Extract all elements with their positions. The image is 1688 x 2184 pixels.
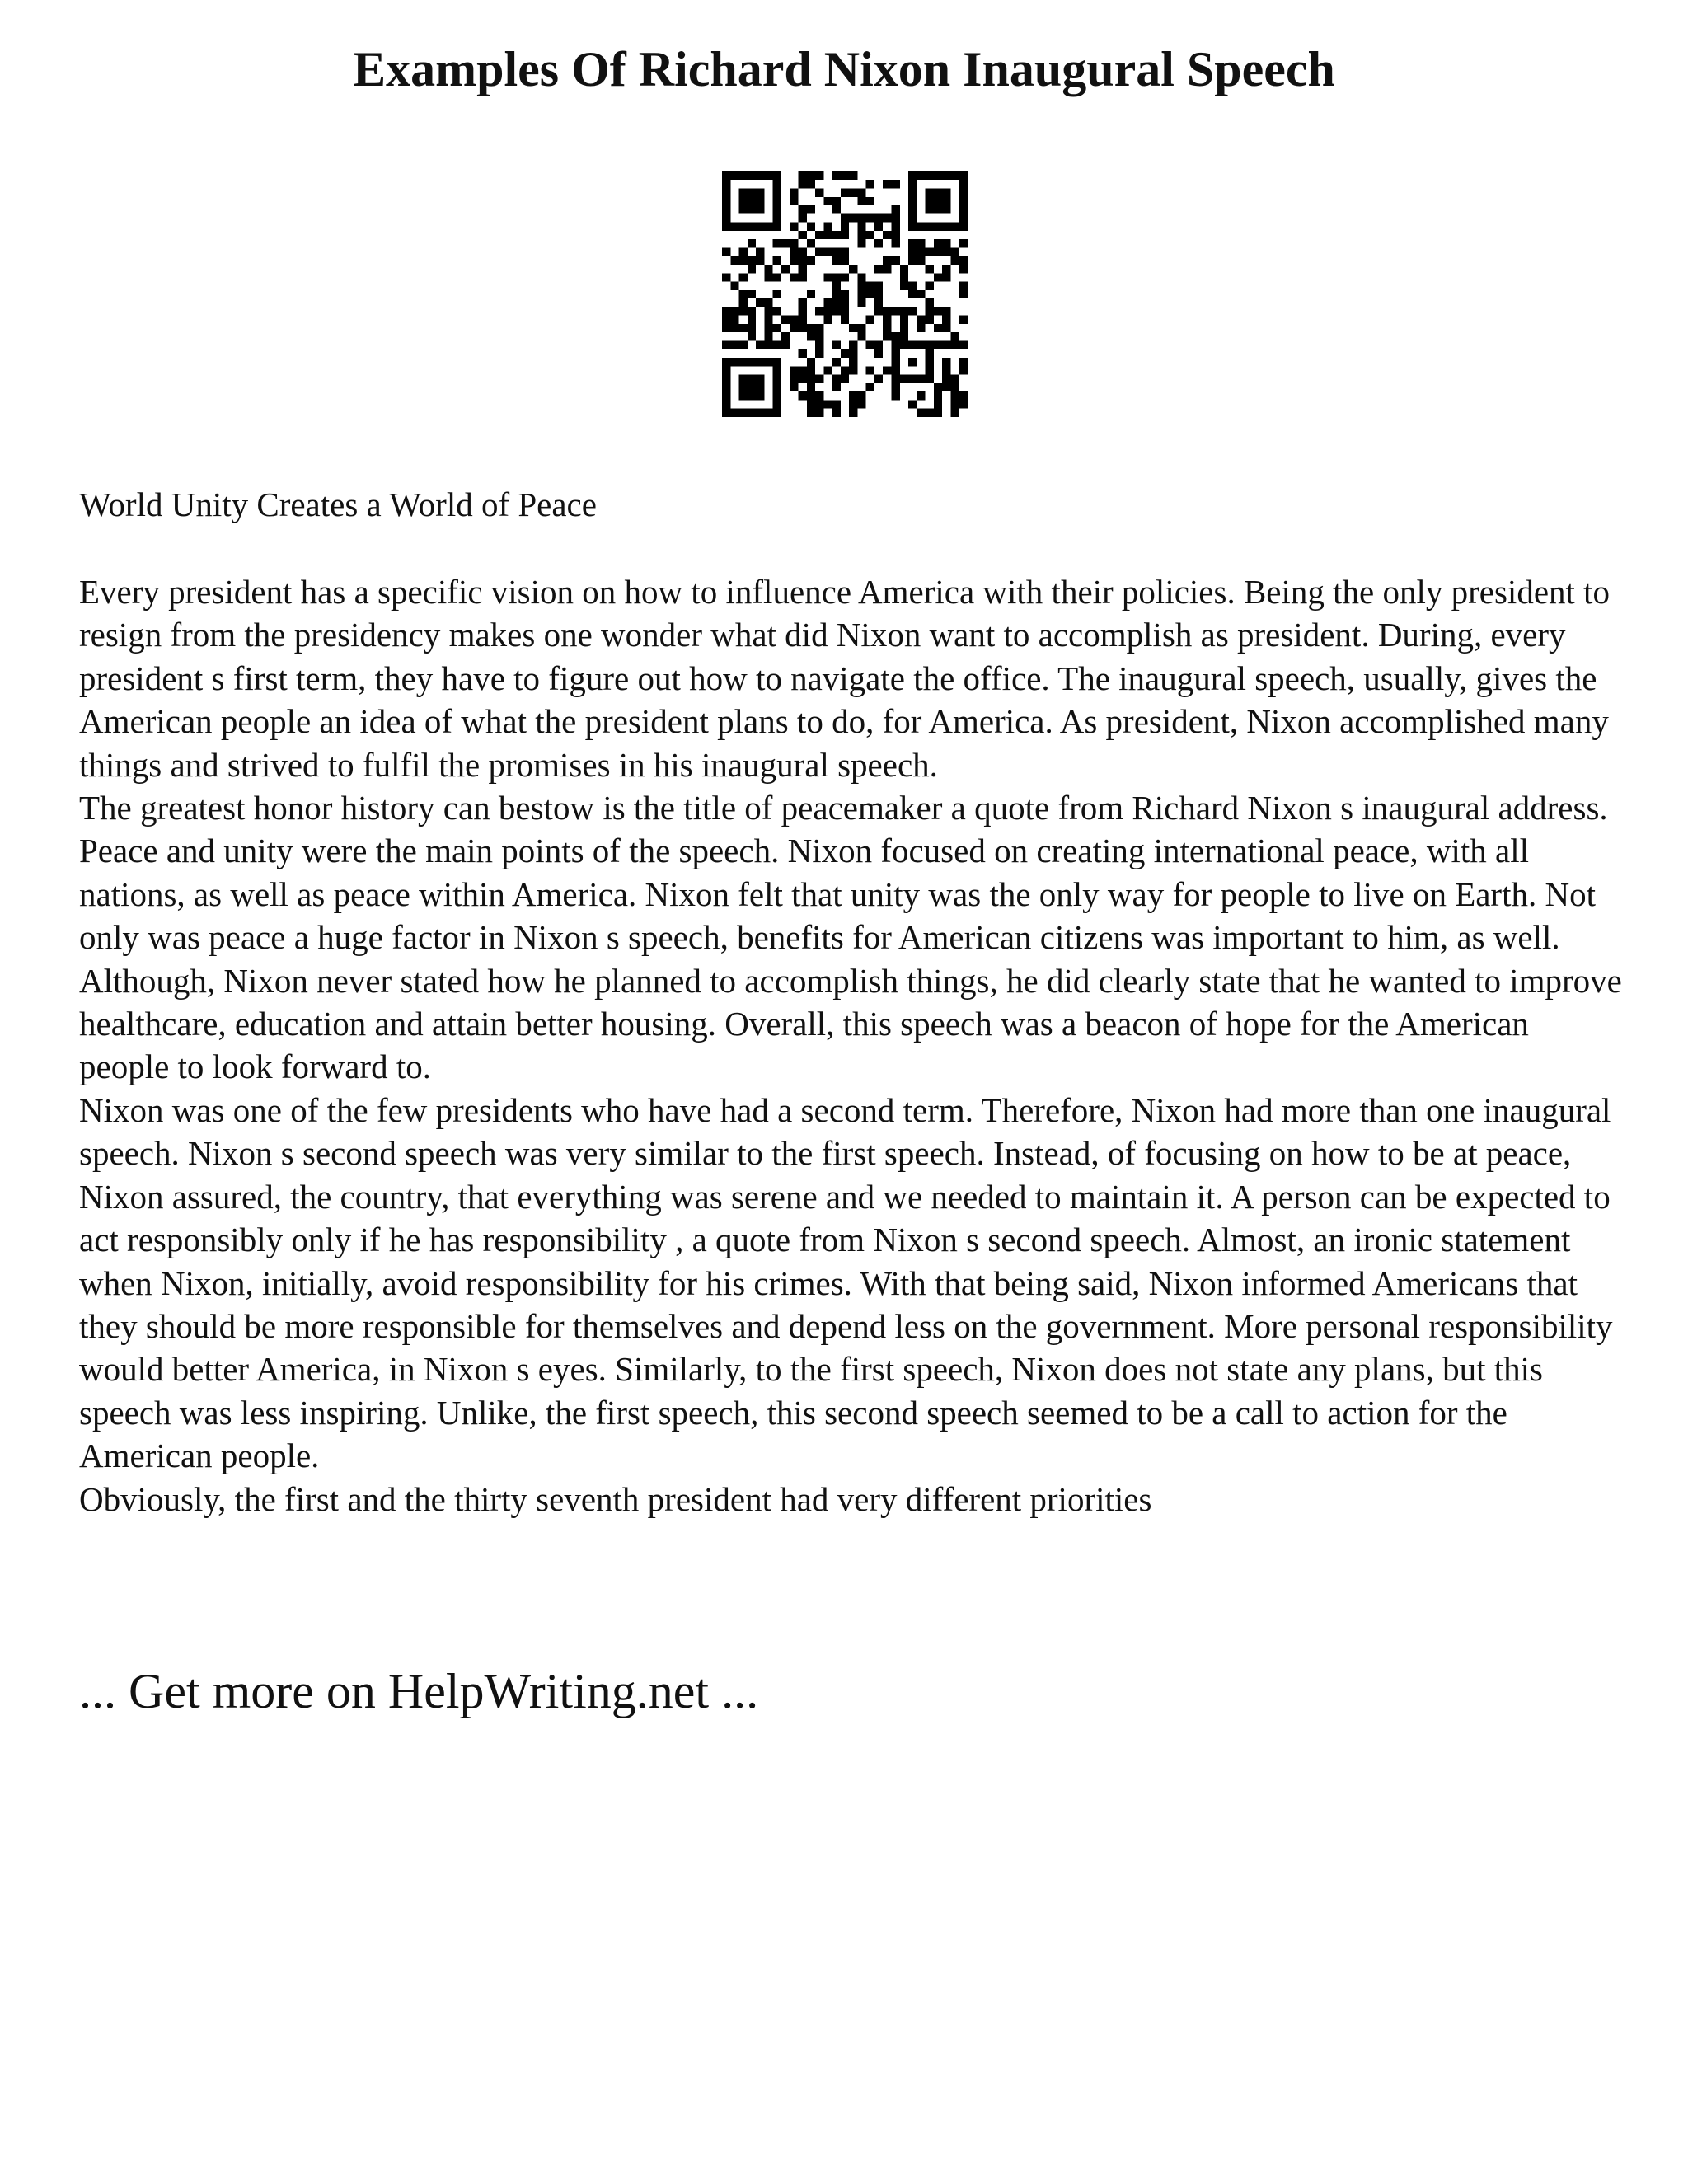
paragraph: Every president has a specific vision on how to influence America with their policies. Being the only president to resign from the presidency makes one wonder what did Nixon want to accomplish as president. During, every president s first term, they have to figure out how to navigate the office. The inaugural speech, usually, gives the American people an idea of what the president plans to do, for America. As president, Nixon accomplished many things and strived to fulfil the promises in his inaugural speech. bbox=[79, 573, 1611, 784]
paragraph: Nixon was one of the few presidents who have had a second term. Therefore, Nixon had more than one inaugural speech. Nixon s second speech was very similar to the first speech. Instead, of focusing on how to be at peace, Nixon assured, the country, that everything was serene and we needed to maintain it. A person can be expected to act responsibly only if he has responsibility , a quote from Nixon s second speech. Almost, an ironic statement when Nixon, initially, avoid responsibility for his crimes. With that being said, Nixon informed Americans that they should be more responsible for themselves and depend less on the government. More personal responsibility would better America, in Nixon s eyes. Similarly, to the first speech, Nixon does not state any plans, but this speech was less inspiring. Unlike, the first speech, this second speech seemed to be a call to action for the American people. bbox=[79, 1090, 1613, 1475]
essay-body bbox=[79, 570, 1622, 1521]
qr-code-icon bbox=[722, 171, 968, 417]
get-more-link[interactable]: ... Get more on HelpWriting.net ... bbox=[79, 1664, 759, 1718]
essay-subtitle: World Unity Creates a World of Peace bbox=[79, 485, 597, 523]
page-title: Examples Of Richard Nixon Inaugural Speech bbox=[353, 42, 1335, 96]
paragraph: The greatest honor history can bestow is the title of peacemaker a quote from Richard Nixon s inaugural address. Peace and unity were the main points of the speech. Nixon focused on creating international peace, with all nations, as well as peace within America. Nixon felt that unity was the only way for people to live on Earth. Not only was peace a huge factor in Nixon s speech, benefits for American citizens was important to him, as well. Although, Nixon never stated how he planned to accomplish things, he did clearly state that he wanted to improve healthcare, education and attain better housing. Overall, this speech was a beacon of hope for the American people to look forward to. bbox=[79, 789, 1622, 1086]
paragraph: Obviously, the first and the thirty seventh president had very different priorities bbox=[79, 1479, 1152, 1518]
